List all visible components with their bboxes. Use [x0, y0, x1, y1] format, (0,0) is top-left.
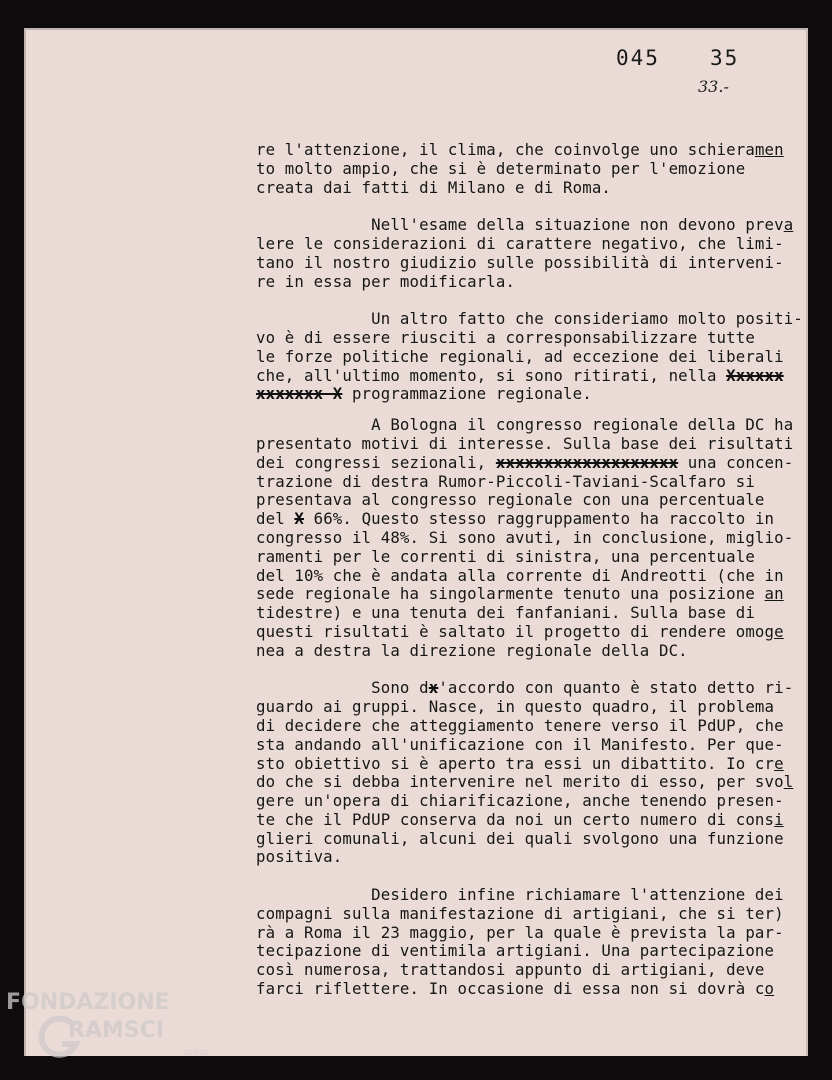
struck-text: xxxxxxxxxxxxxxxxxxx — [495, 452, 679, 472]
text-line: vo è di essere riusciti a corresponsabilizzare tutte — [256, 327, 755, 347]
text-line: lere le considerazioni di carattere negativo, che limi- — [256, 233, 784, 253]
text-line: questi risultati è saltato il progetto di rendere omoge — [256, 621, 784, 641]
watermark-line-1: FONDAZIONE — [6, 990, 170, 1015]
text-line: do che si debba intervenire nel merito di esso, per svol — [256, 772, 794, 792]
text-line: così numerosa, trattandosi appunto di artigiani, deve — [256, 960, 765, 980]
text-line: positiva. — [256, 847, 343, 867]
text-line: rà a Roma il 23 maggio, per la quale è prevista la par- — [256, 922, 784, 942]
text-line: Desidero infine richiamare l'attenzione dei — [256, 885, 784, 905]
typed-text-body — [256, 140, 803, 999]
text-line: tano il nostro giudizio sulle possibilità di interveni- — [256, 252, 784, 272]
text-line: che, all'ultimo momento, si sono ritirati, nella Xxxxxx — [256, 365, 784, 385]
text-line: tidestre) e una tenuta dei fanfaniani. Sulla base di — [256, 603, 755, 623]
text-line: te che il PdUP conserva da noi un certo numero di consi — [256, 809, 784, 829]
text-line: presentava al congresso regionale con una percentuale — [256, 490, 765, 510]
struck-text: Xxxxxx — [726, 365, 784, 385]
text-line: sta andando all'unificazione con il Manifesto. Per que- — [256, 734, 784, 754]
text-line: tecipazione di ventimila artigiani. Una partecipazione — [256, 941, 775, 961]
text-line: creata dai fatti di Milano e di Roma. — [256, 177, 612, 197]
text-line: Sono dx'accordo con quanto è stato detto ri- — [256, 678, 794, 698]
text-line: nea a destra la direzione regionale della DC. — [256, 640, 688, 660]
text-line: di decidere che atteggiamento tenere verso il PdUP, che — [256, 715, 784, 735]
text-line: sto obiettivo si è aperto tra essi un dibattito. Io cre — [256, 753, 784, 773]
text-line: xxxxxxx X programmazione regionale. — [256, 384, 592, 404]
text-line: sede regionale ha singolarmente tenuto una posizione an — [256, 584, 784, 604]
text-line: congresso il 48%. Si sono avuti, in conclusione, miglio- — [256, 527, 794, 547]
struck-text: X — [294, 509, 304, 529]
text-line: re l'attenzione, il clima, che coinvolge uno schieramen — [256, 140, 784, 159]
text-line: gere un'opera di chiarificazione, anche tenendo presen- — [256, 791, 784, 811]
text-line: Un altro fatto che consideriamo molto positi- — [256, 309, 803, 329]
text-line: to molto ampio, che si è determinato per l'emozione — [256, 158, 746, 178]
watermark-line-2: RAMSCI — [68, 1018, 165, 1043]
handwritten-page-number: 33.- — [698, 77, 729, 96]
fondazione-gramsci-watermark — [6, 990, 216, 1076]
text-line: Nell'esame della situazione non devono preva — [256, 215, 794, 235]
text-line: presentato motivi di interesse. Sulla base dei risultati — [256, 433, 794, 453]
text-line: re in essa per modificarla. — [256, 271, 516, 291]
page-edge — [806, 28, 808, 1056]
page-number: 35 — [710, 46, 740, 70]
archive-number: 045 — [616, 46, 660, 70]
text-line: compagni sulla manifestazione di artigiani, che si ter) — [256, 903, 784, 923]
text-line: del X 66%. Questo stesso raggruppamento ha raccolto in — [256, 509, 775, 529]
text-line: dei congressi sezionali, xxxxxxxxxxxxxxxxxxx una concen- — [256, 452, 794, 472]
struck-text: xxxxxxx X — [256, 384, 343, 404]
text-line: le forze politiche regionali, ad eccezione dei liberali — [256, 346, 784, 366]
text-line: trazione di destra Rumor-Piccoli-Taviani-Scalfaro si — [256, 471, 755, 491]
text-line: A Bologna il congresso regionale della DC ha — [256, 415, 794, 435]
text-line: del 10% che è andata alla corrente di Andreotti (che in — [256, 565, 784, 585]
text-line: farci riflettere. In occasione di essa non si dovrà co — [256, 979, 775, 999]
watermark-onlus: onlus — [184, 1048, 209, 1058]
text-line: ramenti per le correnti di sinistra, una percentuale — [256, 546, 755, 566]
struck-text: x — [428, 678, 439, 698]
text-line: glieri comunali, alcuni dei quali svolgono una funzione — [256, 828, 784, 848]
text-line: guardo ai gruppi. Nasce, in questo quadro, il problema — [256, 697, 775, 717]
